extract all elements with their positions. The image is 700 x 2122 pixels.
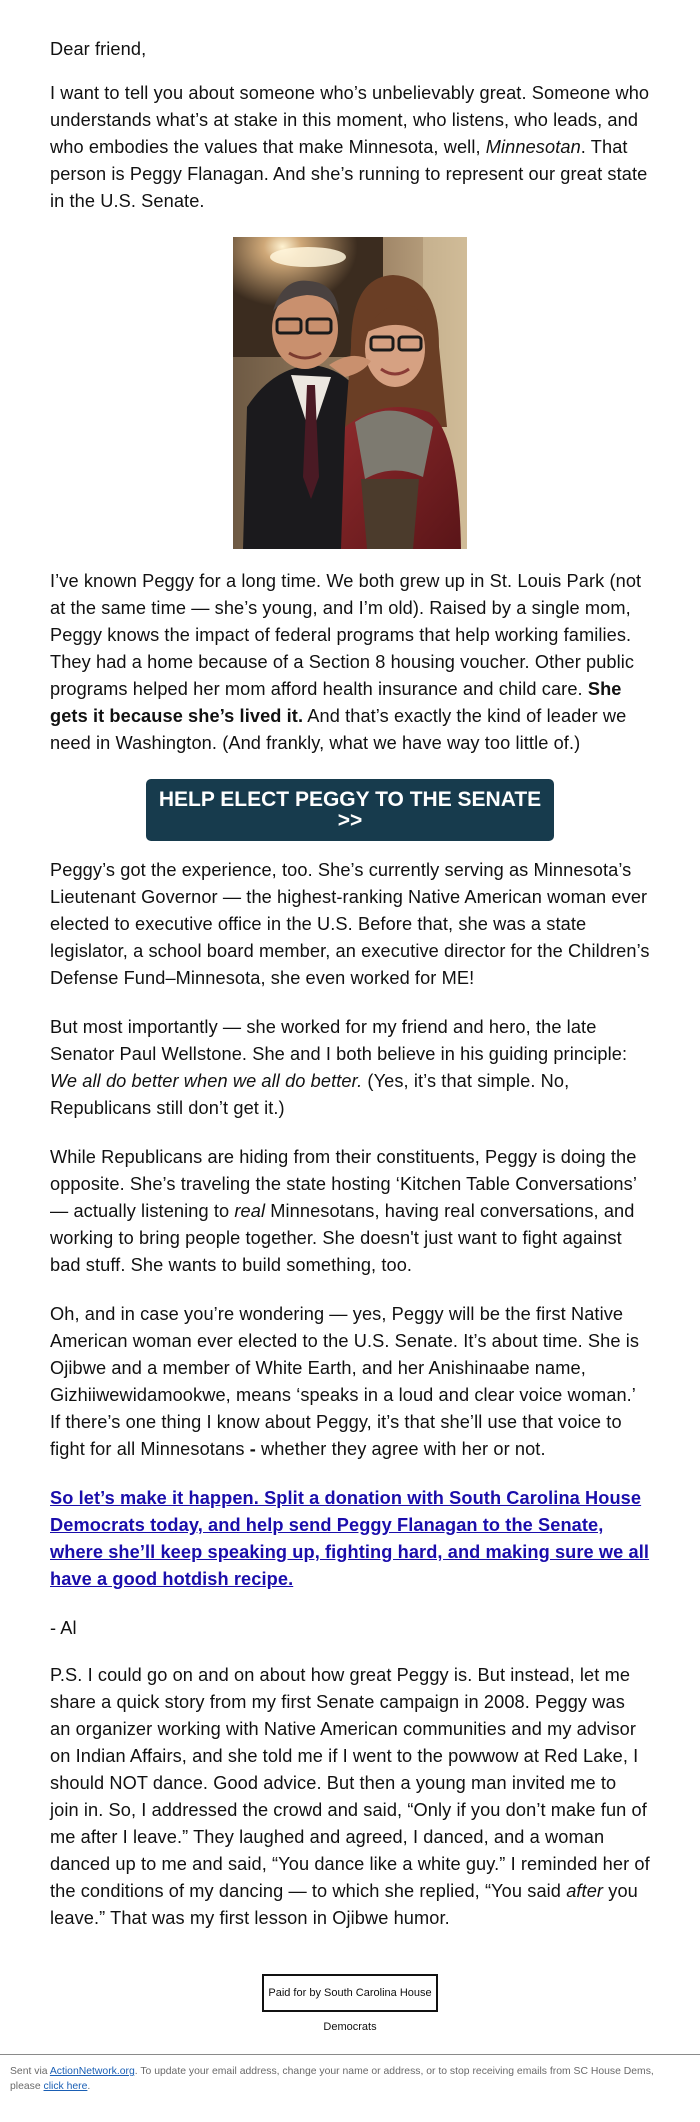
postscript-text-end: you leave.” That was my first lesson in Ojibwe humor. <box>50 1881 638 1928</box>
experience-paragraph: Peggy’s got the experience, too. She’s currently serving as Minnesota’s Lieutenant Governor — the highest-ranking Native American woman ever elected to executive office in the U.S. Before that, she was a state legislator, a school board member, an executive director for the Children’s Defense Fund–Minnesota, she even worked for ME! <box>50 860 650 988</box>
cta-label: HELP ELECT PEGGY TO THE SENATE <box>158 788 542 811</box>
intro-text-end: . That person is Peggy Flanagan. And she’s running to represent our great state in the U.S. Senate. <box>50 137 648 211</box>
background-emphasis: She gets it because she’s lived it. <box>50 679 622 726</box>
footer-divider <box>0 2054 700 2055</box>
greeting: Dear friend, <box>50 39 147 59</box>
photo-al-and-peggy <box>233 237 467 549</box>
native-american-dash: - <box>249 1439 256 1459</box>
kitchen-table-emphasis: real <box>234 1201 266 1221</box>
intro-text: I want to tell you about someone who’s unbelievably great. Someone who understands what’s at stake in this moment, who listens, who leads, and who embodies the values that make Minnesota, well, <box>50 83 650 157</box>
background-text: I’ve known Peggy for a long time. We both grew up in St. Louis Park (not at the same time — she’s young, and I’m old). Raised by a single mom, Peggy knows the impact of federal programs that help working families. They had a home because of a Section 8 housing voucher. Other public programs helped her mom afford health insurance and child care. <box>50 571 642 699</box>
wellstone-text-end: (Yes, it’s that simple. No, Republicans still don’t get it.) <box>50 1071 570 1118</box>
actionnetwork-link[interactable]: ActionNetwork.org <box>49 2066 135 2077</box>
native-american-text: Oh, and in case you’re wondering — yes, Peggy will be the first Native American woman ever elected to the U.S. Senate. It’s about time. She is Ojibwe and a member of White Earth, and her Anishinaabe name, Gizhiiwewidamookwe, means ‘speaks in a loud and clear voice woman.’ If there’s one thing I know about Peggy, it’s that she’ll use that voice to fight for all Minnesotans <box>50 1304 640 1459</box>
paid-for-container <box>50 1974 650 2033</box>
donate-link[interactable]: So let’s make it happen. Split a donation with South Carolina House Democrats today, and help send Peggy Flanagan to the Senate, where she’ll keep speaking up, fighting hard, and making sure we all have a good hotdish recipe. <box>50 1488 650 1589</box>
help-elect-button[interactable] <box>146 779 554 841</box>
kitchen-table-text-end: Minnesotans, having real conversations, and working to bring people together. She doesn't just want to fight against bad stuff. She wants to build something, too. <box>50 1201 635 1275</box>
intro-paragraph <box>50 80 650 215</box>
cta-arrows: >> <box>337 809 363 832</box>
cta-container <box>50 779 650 841</box>
footer <box>10 2064 670 2094</box>
photo-container <box>50 237 650 549</box>
wellstone-paragraph <box>50 1014 650 1122</box>
unsubscribe-link[interactable]: click here <box>43 2081 88 2092</box>
postscript-emphasis: after <box>566 1881 604 1901</box>
native-american-paragraph <box>50 1301 650 1463</box>
postscript-paragraph <box>50 1662 650 1932</box>
native-american-text-end: whether they agree with her or not. <box>255 1439 546 1459</box>
background-text-end: And that’s exactly the kind of leader we need in Washington. (And frankly, what we have way too little of.) <box>50 706 627 753</box>
paid-for-disclaimer: Paid for by South Carolina House Democrats <box>262 1974 438 2012</box>
footer-text-middle: . To update your email address, change your name or address, or to stop receiving emails from SC House Dems, please <box>10 2066 654 2092</box>
email-body <box>50 36 650 2033</box>
background-paragraph <box>50 568 650 757</box>
wellstone-quote: We all do better when we all do better. <box>50 1071 363 1091</box>
footer-text: Sent via <box>10 2066 50 2077</box>
intro-emphasis: Minnesotan <box>485 137 581 157</box>
postscript-text: P.S. I could go on and on about how great Peggy is. But instead, let me share a quick story from my first Senate campaign in 2008. Peggy was an organizer working with Native American communities and my advisor on Indian Affairs, and she told me if I went to the powwow at Red Lake, I should NOT dance. Good advice. But then a young man invited me to join in. So, I addressed the crowd and said, “Only if you don’t make fun of me after I leave.” They laughed and agreed, I danced, and a woman danced up to me and said, “You dance like a white guy.” I reminded her of the conditions of my dancing — to which she replied, “You said <box>50 1665 650 1901</box>
donate-paragraph <box>50 1485 650 1593</box>
footer-text-end: . <box>87 2081 91 2092</box>
wellstone-text: But most importantly — she worked for my friend and hero, the late Senator Paul Wellstone. She and I both believe in his guiding principle: <box>50 1017 628 1064</box>
signoff: - Al <box>50 1618 77 1638</box>
kitchen-table-text: While Republicans are hiding from their constituents, Peggy is doing the opposite. She’s traveling the state hosting ‘Kitchen Table Conversations’ — actually listening to <box>50 1147 637 1221</box>
kitchen-table-paragraph <box>50 1144 650 1279</box>
